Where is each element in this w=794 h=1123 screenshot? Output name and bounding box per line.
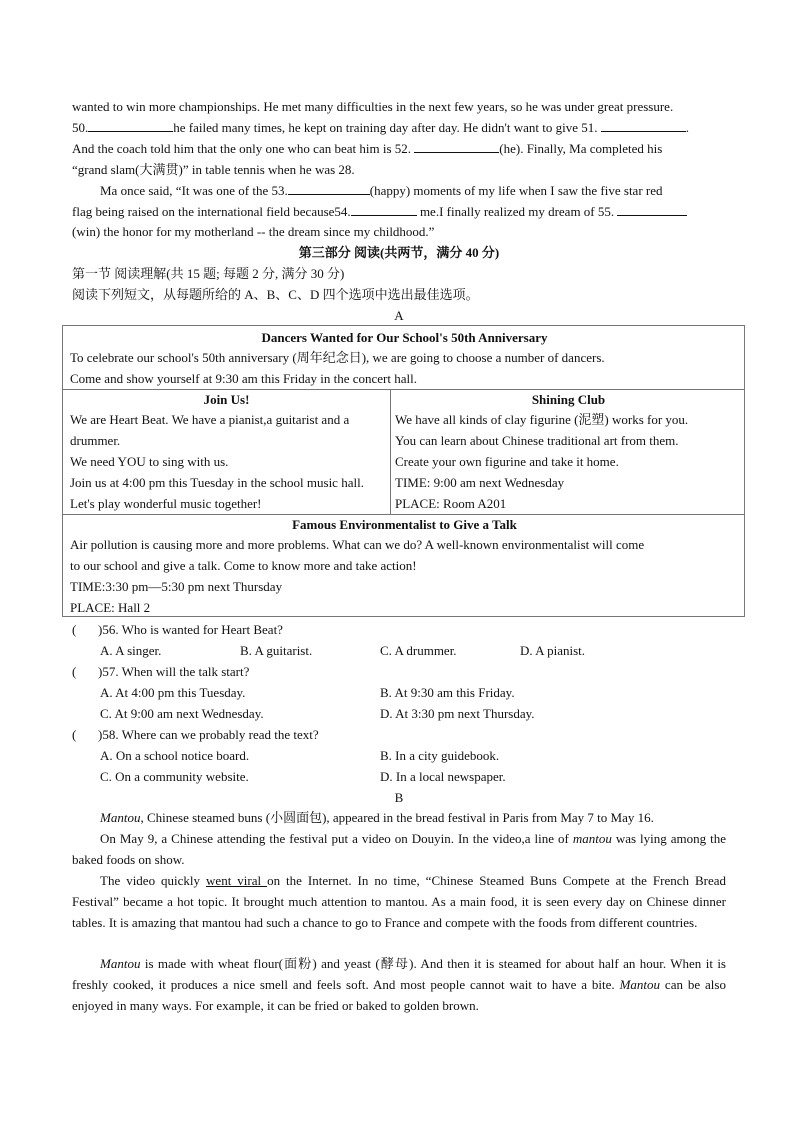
option-b[interactable]: B. In a city guidebook. (380, 748, 500, 763)
blank-55[interactable] (617, 204, 687, 216)
cloze-text: And the coach told him that the only one who can beat him is 52. (72, 141, 412, 156)
blank-54[interactable] (351, 204, 417, 216)
notice-text: Create your own figurine and take it home. (395, 454, 619, 469)
option-b[interactable]: B. A guitarist. (240, 643, 313, 658)
notice-text: Join us at 4:00 pm this Tuesday in the school music hall. (70, 475, 364, 490)
option-d[interactable]: D. At 3:30 pm next Thursday. (380, 706, 535, 721)
paragraph-text: on the Internet. In no time, “Chinese Steamed Buns Compete at the French Bread Festival” became a hot topic. It brought much attention to mantou. As a main food, it is seen every day on Chinese dinner tables. It is amazing that mantou had such a chance to go to France and compete with the foods from different countries. (72, 873, 726, 930)
paragraph-text: On May 9, a Chinese attending the festival put a video on Douyin. In the video,a line of (100, 831, 573, 846)
notice-text: To celebrate our school's 50th anniversary (周年纪念日), we are going to choose a number of dancers. (70, 350, 605, 365)
question-stem: )56. Who is wanted for Heart Beat? (98, 622, 283, 637)
passage-b-paragraph-3 (72, 871, 726, 933)
cloze-text: wanted to win more championships. He met many difficulties in the next few years, so he was under great pressure. (72, 99, 674, 114)
cloze-line-7 (72, 222, 434, 242)
cloze-text: (happy) moments of my life when I saw the five star red (369, 183, 663, 198)
italic-word: mantou (572, 831, 612, 846)
answer-bracket[interactable]: ( (72, 622, 77, 637)
cloze-line-1 (72, 97, 673, 117)
cloze-text: “grand slam(大满贯)” in table tennis when he was 28. (72, 162, 355, 177)
paragraph-text: is made with wheat flour(面粉) and yeast (酵母). And then it is steamed for about half an hour. When it is freshly cooked, it produces a nice smell and feels soft. And most people cannot wait to have a bite. (72, 956, 726, 992)
cloze-line-5 (100, 181, 663, 201)
paragraph-text: was lying among the baked foods on show. (72, 831, 726, 867)
cloze-text: 50. (72, 120, 89, 135)
blank-51[interactable] (601, 120, 686, 132)
cloze-line-2 (72, 118, 689, 138)
cloze-text: (win) the honor for my motherland -- the dream since my childhood.” (72, 224, 435, 239)
option-a[interactable]: A. At 4:00 pm this Tuesday. (100, 685, 246, 700)
cloze-text: . (685, 120, 689, 135)
blank-52[interactable] (414, 141, 499, 153)
option-c[interactable]: C. At 9:00 am next Wednesday. (100, 706, 264, 721)
option-d[interactable]: D. In a local newspaper. (380, 769, 506, 784)
answer-bracket[interactable]: ( (72, 664, 77, 679)
notice-text: We have all kinds of clay figurine (泥塑) works for you. (395, 412, 689, 427)
cloze-line-3 (72, 139, 662, 159)
notice-text: We need YOU to sing with us. (70, 454, 229, 469)
notice-text: drummer. (70, 433, 121, 448)
passage-b-paragraph-1 (72, 808, 726, 829)
question-stem: )57. When will the talk start? (98, 664, 250, 679)
notice-text: Let's play wonderful music together! (70, 496, 262, 511)
passage-label-a: A (394, 308, 404, 323)
option-c[interactable]: C. On a community website. (100, 769, 249, 784)
option-c[interactable]: C. A drummer. (380, 643, 457, 658)
underlined-phrase: went viral (206, 873, 268, 888)
passage-b-paragraph-4 (72, 954, 726, 1016)
notice-text: TIME: 9:00 am next Wednesday (395, 475, 565, 490)
notice-text: PLACE: Hall 2 (70, 600, 151, 615)
cloze-line-6 (72, 202, 687, 222)
notice-text: TIME:3:30 pm—5:30 pm next Thursday (70, 579, 283, 594)
italic-word: Mantou (100, 810, 141, 825)
notice-text: PLACE: Room A201 (395, 496, 507, 511)
answer-bracket[interactable]: ( (72, 727, 77, 742)
option-a[interactable]: A. A singer. (100, 643, 162, 658)
notice-table (62, 325, 745, 617)
cloze-text: flag being raised on the international field because54. (72, 204, 351, 219)
notice-text: to our school and give a talk. Come to know more and take action! (70, 558, 417, 573)
notice-text: We are Heart Beat. We have a pianist,a guitarist and a (70, 412, 350, 427)
section-instruction: 阅读下列短文，从每题所给的 A、B、C、D 四个选项中选出最佳选项。 (72, 287, 479, 302)
paragraph-text: can be also enjoyed in many ways. For example, it can be fried or baked to golden brown. (72, 976, 726, 1013)
passage-b-paragraph-2 (72, 829, 726, 871)
section-subtitle: 第一节 阅读理解(共 15 题; 每题 2 分, 满分 30 分) (72, 266, 345, 281)
option-d[interactable]: D. A pianist. (520, 643, 586, 658)
cloze-text: me.I finally realized my dream of 55. (419, 204, 615, 219)
notice-text: Come and show yourself at 9:30 am this Friday in the concert hall. (70, 371, 417, 386)
italic-word: Mantou (100, 956, 141, 971)
notice-text: Air pollution is causing more and more problems. What can we do? A well-known environmentalist will come (70, 537, 645, 552)
option-b[interactable]: B. At 9:30 am this Friday. (380, 685, 515, 700)
notice-text: You can learn about Chinese traditional art from them. (395, 433, 679, 448)
question-stem: )58. Where can we probably read the text? (98, 727, 319, 742)
italic-word: Mantou (619, 976, 661, 992)
blank-50[interactable] (88, 120, 173, 132)
part-title: 第三部分 阅读(共两节，满分 40 分) (298, 245, 500, 260)
cloze-text: (he). Finally, Ma completed his (499, 141, 663, 156)
cloze-line-4 (72, 160, 355, 180)
option-a[interactable]: A. On a school notice board. (100, 748, 250, 763)
cloze-text: he failed many times, he kept on training day after day. He didn't want to give 51. (173, 120, 598, 135)
paragraph-text: , Chinese steamed buns (小圆面包), appeared in the bread festival in Paris from May 7 to May 16. (140, 810, 654, 825)
paragraph-text: The video quickly (100, 873, 207, 888)
notice-title-environmentalist: Famous Environmentalist to Give a Talk (292, 517, 517, 532)
notice-title-shining: Shining Club (531, 392, 606, 407)
passage-label-b: B (394, 790, 404, 805)
notice-title-dancers: Dancers Wanted for Our School's 50th Anniversary (261, 330, 548, 345)
cloze-text: Ma once said, “It was one of the 53. (100, 183, 288, 198)
blank-53[interactable] (288, 183, 370, 195)
notice-title-join: Join Us! (203, 392, 250, 407)
